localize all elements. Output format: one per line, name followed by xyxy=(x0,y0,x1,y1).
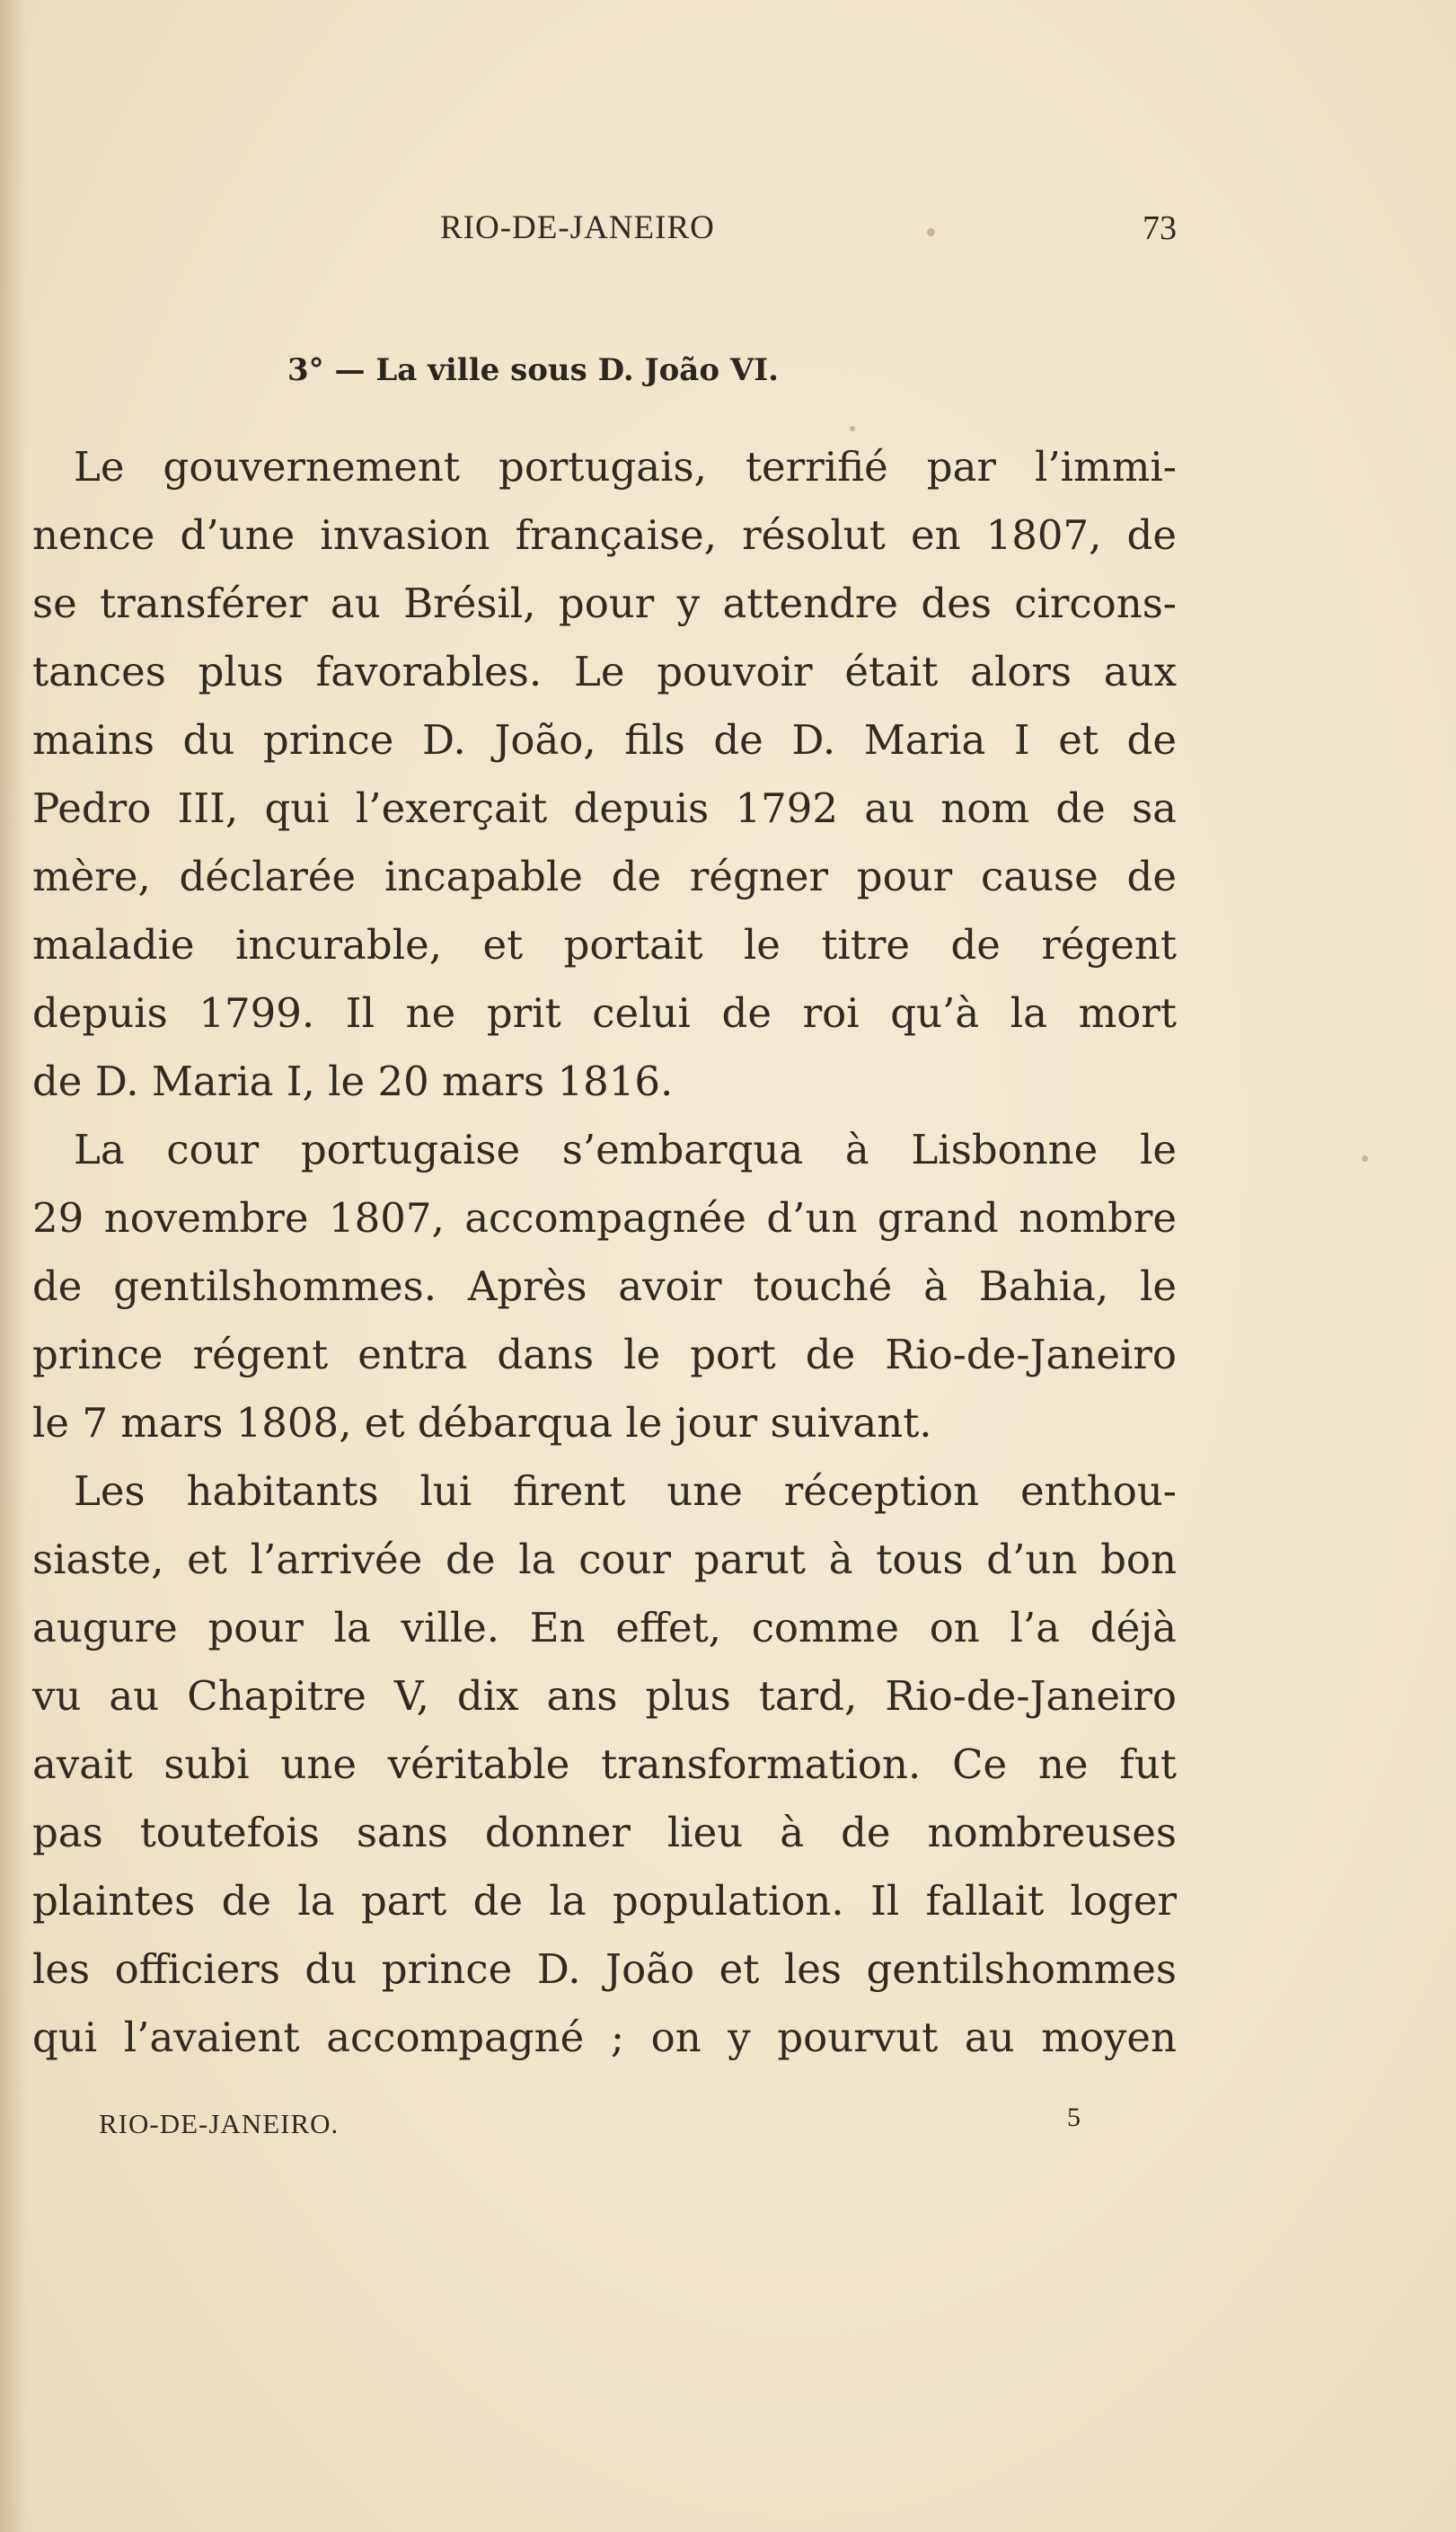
section-heading: 3° — La ville sous D. João VI. xyxy=(287,352,779,388)
signature-mark: RIO-DE-JANEIRO. xyxy=(99,2108,340,2139)
body-text xyxy=(32,433,1177,2072)
signature-number: 5 xyxy=(1067,2103,1081,2132)
text-line: Les habitants lui firent une réception enthou- xyxy=(74,1467,1177,1515)
text-line: les officiers du prince D. João et les gentilshommes xyxy=(32,1945,1177,1993)
paper-speck xyxy=(1362,1155,1368,1162)
text-line: siaste, et l’arrivée de la cour parut à tous d’un bon xyxy=(32,1536,1177,1583)
text-line: mère, déclarée incapable de régner pour cause de xyxy=(32,853,1177,900)
text-line: le 7 mars 1808, et débarqua le jour suivant. xyxy=(32,1399,932,1447)
text-line: avait subi une véritable transformation. Ce ne fut xyxy=(32,1740,1177,1788)
text-line: Pedro III, qui l’exerçait depuis 1792 au nom de sa xyxy=(32,784,1177,832)
text-line: qui l’avaient accompagné ; on y pourvut au moyen xyxy=(32,2014,1177,2061)
running-head xyxy=(32,208,1177,253)
text-line: La cour portugaise s’embarqua à Lisbonne le xyxy=(74,1126,1177,1173)
paper-speck xyxy=(850,426,855,431)
text-line: pas toutefois sans donner lieu à de nombreuses xyxy=(32,1809,1177,1856)
text-line: vu au Chapitre V, dix ans plus tard, Rio-de-Janeiro xyxy=(32,1672,1177,1720)
text-line: tances plus favorables. Le pouvoir était alors aux xyxy=(32,648,1177,695)
text-line: se transférer au Brésil, pour y attendre des circons- xyxy=(32,580,1177,627)
text-line: depuis 1799. Il ne prit celui de roi qu’à la mort xyxy=(32,989,1177,1037)
text-line: augure pour la ville. En effet, comme on l’a déjà xyxy=(32,1604,1177,1651)
text-line: 29 novembre 1807, accompagnée d’un grand nombre xyxy=(32,1194,1177,1242)
text-line: prince régent entra dans le port de Rio-de-Janeiro xyxy=(32,1331,1177,1378)
text-line: nence d’une invasion française, résolut en 1807, de xyxy=(32,511,1177,559)
page-number: 73 xyxy=(1143,209,1177,247)
page-edge-shadow xyxy=(0,0,27,2532)
text-line: Le gouvernement portugais, terrifié par l’immi- xyxy=(74,443,1177,491)
text-line: de gentilshommes. Après avoir touché à Bahia, le xyxy=(32,1262,1177,1310)
text-line: mains du prince D. João, fils de D. Maria I et de xyxy=(32,716,1177,764)
text-line: maladie incurable, et portait le titre de régent xyxy=(32,921,1177,969)
running-title: RIO-DE-JANEIRO xyxy=(440,209,715,246)
paper-speck xyxy=(927,228,935,236)
text-line: plaintes de la part de la population. Il fallait loger xyxy=(32,1877,1177,1925)
text-line: de D. Maria I, le 20 mars 1816. xyxy=(32,1058,674,1105)
